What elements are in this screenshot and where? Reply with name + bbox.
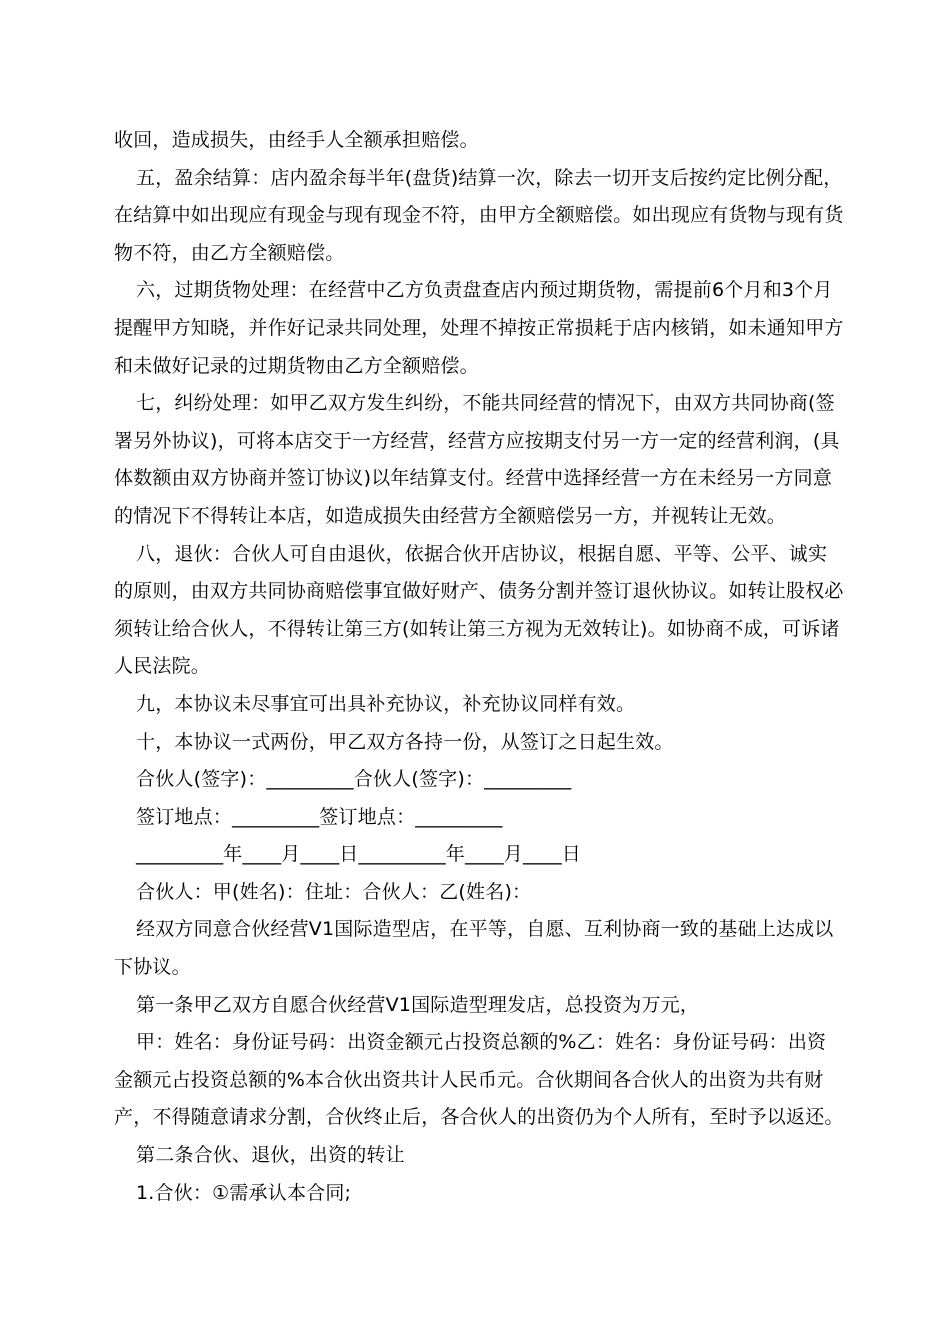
signing-place-line: 签订地点：_________签订地点：_________	[136, 805, 503, 828]
date-line: _________年____月____日_________年____月____日	[136, 843, 582, 866]
clause-five-surplus-settlement: 五，盈余结算：店内盈余每半年(盘货)结算一次，除去一切开支后按约定比例分配，在结算中如出现应有现金与现有现金不符，由甲方全额赔偿。如出现应有货物与现有货物不符，由乙方全额赔偿。	[114, 166, 844, 264]
clause-six-expired-goods: 六，过期货物处理：在经营中乙方负责盘查店内预过期货物，需提前6个月和3个月提醒甲方知晓，并作好记录共同处理，处理不掉按正常损耗于店内核销，如未通知甲方和未做好记录的过期货物由乙方全额赔偿。	[114, 279, 844, 377]
article-two-item-one: 1.合伙：①需承认本合同;	[136, 1181, 352, 1204]
agreement-intro: 经双方同意合伙经营V1国际造型店，在平等，自愿、互利协商一致的基础上达成以下协议。	[114, 918, 834, 979]
clause-ten-copies: 十，本协议一式两份，甲乙双方各持一份，从签订之日起生效。	[136, 730, 674, 753]
document-body	[114, 122, 844, 1212]
signature-line: 合伙人(签字)：_________合伙人(签字)：_________	[136, 768, 572, 791]
article-two-heading: 第二条合伙、退伙，出资的转让	[136, 1144, 405, 1167]
paragraph-continuation: 收回，造成损失，由经手人全额承担赔偿。	[114, 129, 479, 151]
article-one: 第一条甲乙双方自愿合伙经营V1国际造型理发店，总投资为万元，	[136, 993, 700, 1016]
partners-line: 合伙人：甲(姓名)：住址：合伙人：乙(姓名)：	[136, 880, 532, 903]
capital-contribution: 甲：姓名：身份证号码：出资金额元占投资总额的%乙：姓名：身份证号码：出资金额元占投资总额的%本合伙出资共计人民币元。合伙期间各合伙人的出资为共有财产，不得随意请求分割，合伙终止后，各合伙人的出资仍为个人所有，至时予以返还。	[114, 1031, 844, 1129]
clause-eight-withdrawal: 八，退伙：合伙人可自由退伙，依据合伙开店协议，根据自愿、平等、公平、诚实的原则，由双方共同协商赔偿事宜做好财产、债务分割并签订退伙协议。如转让股权必须转让给合伙人，不得转让第三方(如转让第三方视为无效转让)。如协商不成，可诉诸人民法院。	[114, 542, 844, 678]
clause-nine-supplement: 九，本协议未尽事宜可出具补充协议，补充协议同样有效。	[136, 692, 636, 715]
clause-seven-dispute: 七，纠纷处理：如甲乙双方发生纠纷，不能共同经营的情况下，由双方共同协商(签署另外协议)，可将本店交于一方经营，经营方应按期支付另一方一定的经营利润，(具体数额由双方协商并签订协议)以年结算支付。经营中选择经营一方在未经另一方同意的情况下不得转让本店，如造成损失由经营方全额赔偿另一方，并视转让无效。	[114, 392, 840, 527]
